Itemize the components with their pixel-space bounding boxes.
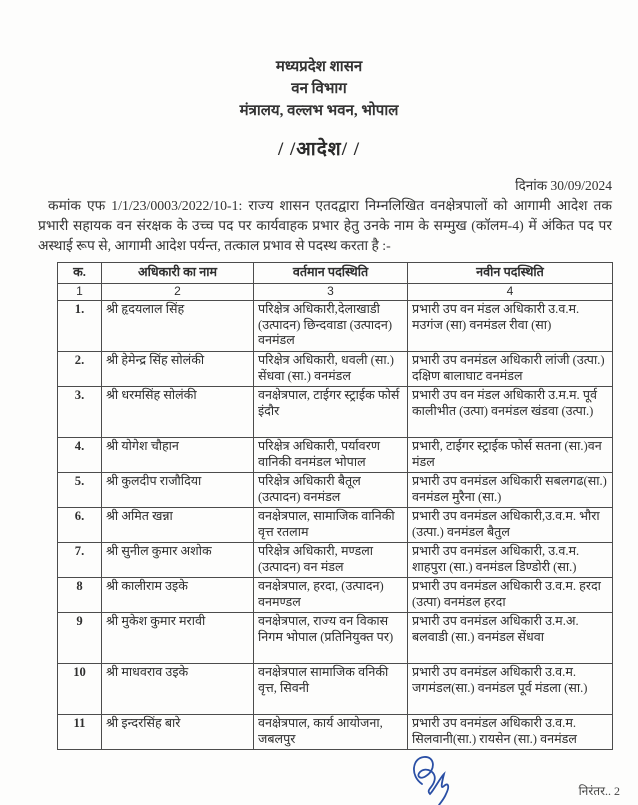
table-row	[58, 578, 613, 613]
column-number: 3	[254, 283, 408, 301]
officer-name: श्री कालीराम उइके	[102, 578, 254, 613]
department-name: वन विभाग	[291, 81, 347, 97]
serial-number: 4.	[58, 438, 102, 473]
table-row	[58, 664, 613, 715]
current-posting: वनक्षेत्रपाल, सामाजिक वानिकी वृत्त रतलाम	[254, 508, 408, 543]
table-row	[58, 352, 613, 387]
table-row	[58, 613, 613, 664]
table-row	[58, 473, 613, 508]
officer-name: श्री माधवराव उइके	[102, 664, 254, 715]
serial-number: 2.	[58, 352, 102, 387]
new-posting: प्रभारी, टाईगर स्ट्राईक फोर्स सतना (सा.)वन मंडल	[408, 438, 613, 473]
table-row	[58, 438, 613, 473]
current-posting: वनक्षेत्रपाल, राज्य वन विकास निगम भोपाल (प्रतिनियुक्त पर)	[254, 613, 408, 664]
current-posting: परिक्षेत्र अधिकारी,देलाखाडी (उत्पादन) छिन्दवाडा (उत्पादन) वनमंडल	[254, 301, 408, 352]
order-title: / /आदेश/ /	[277, 139, 361, 160]
table-row	[58, 301, 613, 352]
serial-number: 3.	[58, 387, 102, 438]
government-name: मध्यप्रदेश शासन	[275, 59, 363, 75]
column-number: 2	[102, 283, 254, 301]
office-address: मंत्रालय, वल्लभ भवन, भोपाल	[239, 103, 399, 119]
new-posting: प्रभारी उप वनमंडल अधिकारी उ.व.म. जगमंडल(सा.) वनमंडल पूर्व मंडला (सा.)	[408, 664, 613, 715]
table-row	[58, 387, 613, 438]
officer-name: श्री योगेश चौहान	[102, 438, 254, 473]
new-posting: प्रभारी उप वन मंडल अधिकारी उ.व.म. मउगंज (सा) वनमंडल रीवा (सा)	[408, 301, 613, 352]
new-posting: प्रभारी उप वनमंडल अधिकारी लांजी (उत्पा.) दक्षिण बालाघाट वनमंडल	[408, 352, 613, 387]
table-header-row	[58, 263, 613, 284]
current-posting: परिक्षेत्र अधिकारी, मण्डला (उत्पादन) वन मंडल	[254, 543, 408, 578]
order-body-paragraph: कमांक एफ 1/1/23/0003/2022/10-1: राज्य शासन एतदद्वारा निम्नलिखित वनक्षेत्रपालों को आगामी आदेश तक प्रभारी सहायक वन संरक्षक के उच्च पद पर कार्यवाहक प्रभार हेतु उनके नाम के सम्मुख (कॉलम-4) में अंकित पद पर अस्थाई रूप से, आगामी आदेश पर्यन्त, तत्काल प्रभाव से पदस्थ करता है :-	[38, 198, 612, 253]
column-number-row	[58, 283, 613, 301]
officer-name: श्री हेमेन्द्र सिंह सोलंकी	[102, 352, 254, 387]
officer-name: श्री इन्दरसिंह बारे	[102, 715, 254, 750]
serial-number: 6.	[58, 508, 102, 543]
serial-number: 7.	[58, 543, 102, 578]
document-header	[0, 0, 638, 161]
current-posting: परिक्षेत्र अधिकारी, पर्यावरण वानिकी वनमंडल भोपाल	[254, 438, 408, 473]
table-row	[58, 543, 613, 578]
new-posting: प्रभारी उप वनमंडल अधिकारी उ.व.म. हरदा (उत्पा) वनमंडल हरदा	[408, 578, 613, 613]
current-posting: वनक्षेत्रपाल, कार्य आयोजना, जबलपुर	[254, 715, 408, 750]
officer-name: श्री मुकेश कुमार मरावी	[102, 613, 254, 664]
continuation-note: निरंतर.. 2	[578, 784, 620, 798]
table-row	[58, 715, 613, 750]
column-header-new-posting: नवीन पदस्थिति	[408, 263, 613, 284]
officer-name: श्री अमित खन्ना	[102, 508, 254, 543]
date-line: दिनांक 30/09/2024	[515, 178, 612, 193]
posting-order-table	[57, 262, 613, 750]
current-posting: परिक्षेत्र अधिकारी बैतूल (उत्पादन) वनमंडल	[254, 473, 408, 508]
column-number: 1	[58, 283, 102, 301]
new-posting: प्रभारी उप वनमंडल अधिकारी,उ.व.म. भौरा (उत्पा.) वनमंडल बैतुल	[408, 508, 613, 543]
table-row	[58, 508, 613, 543]
column-header-current-posting: वर्तमान पदस्थिति	[254, 263, 408, 284]
officer-name: श्री धरमसिंह सोलंकी	[102, 387, 254, 438]
signature-scribble	[408, 750, 478, 805]
serial-number: 1.	[58, 301, 102, 352]
serial-number: 10	[58, 664, 102, 715]
officer-name: श्री कुलदीप राजौदिया	[102, 473, 254, 508]
officer-name: श्री हृदयलाल सिंह	[102, 301, 254, 352]
current-posting: वनक्षेत्रपाल, टाईगर स्ट्राईक फोर्स इंदौर	[254, 387, 408, 438]
officer-name: श्री सुनील कुमार अशोक	[102, 543, 254, 578]
new-posting: प्रभारी उप वनमंडल अधिकारी, उ.व.म. शाहपुरा (सा.) वनमंडल डिण्डोरी (सा.)	[408, 543, 613, 578]
new-posting: प्रभारी उप वन मंडल अधिकारी उ.म.म. पूर्व कालीभीत (उत्पा) वनमंडल खंडवा (उत्पा.)	[408, 387, 613, 438]
column-number: 4	[408, 283, 613, 301]
column-header-serial: क.	[58, 263, 102, 284]
serial-number: 8	[58, 578, 102, 613]
serial-number: 9	[58, 613, 102, 664]
current-posting: परिक्षेत्र अधिकारी, धवली (सा.) सेंधवा (सा.) वनमंडल	[254, 352, 408, 387]
new-posting: प्रभारी उप वनमंडल अधिकारी उ.म.अ. बलवाडी (सा.) वनमंडल सेंधवा	[408, 613, 613, 664]
new-posting: प्रभारी उप वनमंडल अधिकारी सबलगढ(सा.) वनमंडल मुरैना (सा.)	[408, 473, 613, 508]
column-header-officer-name: अधिकारी का नाम	[102, 263, 254, 284]
new-posting: प्रभारी उप वनमंडल अधिकारी उ.व.म. सिलवानी(सा.) रायसेन (सा.) वनमंडल	[408, 715, 613, 750]
current-posting: वनक्षेत्रपाल, हरदा, (उत्पादन) वनमण्डल	[254, 578, 408, 613]
current-posting: वनक्षेत्रपाल सामाजिक वनिकी वृत्त, सिवनी	[254, 664, 408, 715]
serial-number: 11	[58, 715, 102, 750]
serial-number: 5.	[58, 473, 102, 508]
